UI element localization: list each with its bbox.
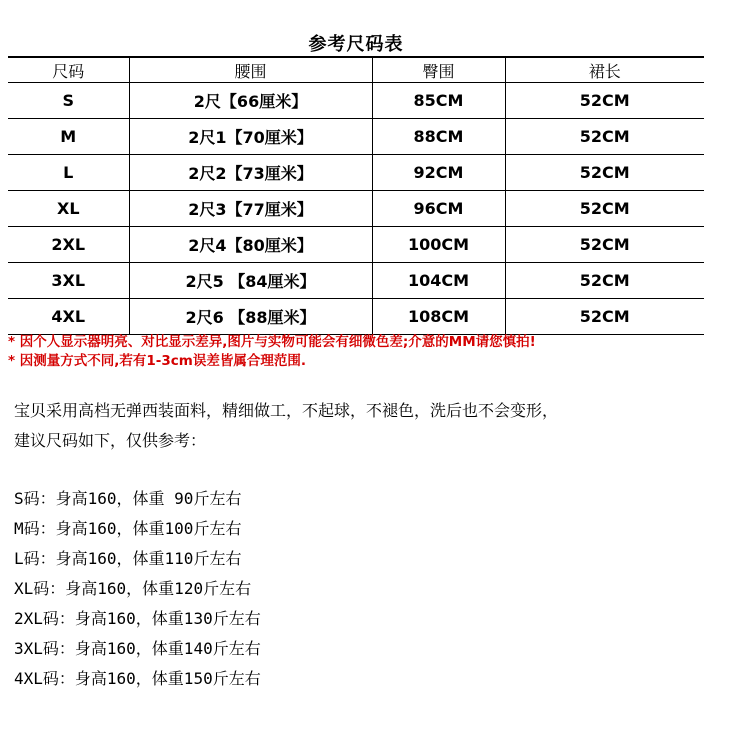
list-item (14, 634, 414, 664)
list-item (14, 544, 414, 574)
table-row (8, 119, 704, 155)
hip-cell: 100CM (372, 227, 505, 263)
size-label: S码： (14, 489, 56, 508)
color-difference-note: * 因个人显示器明亮、对比显示差异,图片与实物可能会有细微色差;介意的MM请您慎拍! (8, 334, 536, 350)
size-table (8, 56, 704, 335)
length-cell: 52CM (505, 83, 704, 119)
length-cell: 52CM (505, 299, 704, 335)
size-cell: S (8, 83, 129, 119)
waist-cell: 2尺【66厘米】 (129, 83, 372, 119)
size-recommendation-list (14, 484, 414, 694)
size-cell: L (8, 155, 129, 191)
size-info: 身高160，体重150斤左右 (74, 669, 261, 688)
size-cell: 4XL (8, 299, 129, 335)
size-info: 身高160，体重130斤左右 (74, 609, 261, 628)
description-line: 建议尺码如下，仅供参考： (14, 431, 207, 450)
hip-cell: 108CM (372, 299, 505, 335)
measurement-error-note: * 因测量方式不同,若有1-3cm误差皆属合理范围. (8, 353, 306, 369)
table-row (8, 155, 704, 191)
size-cell: M (8, 119, 129, 155)
table-header-row (8, 57, 704, 83)
length-cell: 52CM (505, 227, 704, 263)
size-info: 身高160，体重 90斤左右 (55, 489, 242, 508)
column-header-waist: 腰围 (129, 57, 372, 83)
size-cell: XL (8, 191, 129, 227)
list-item (14, 574, 414, 604)
size-info: 身高160，体重100斤左右 (55, 519, 242, 538)
hip-cell: 88CM (372, 119, 505, 155)
description-line: 宝贝采用高档无弹西装面料，精细做工，不起球，不褪色，洗后也不会变形， (14, 401, 559, 420)
waist-cell: 2尺5 【84厘米】 (129, 263, 372, 299)
size-label: 4XL码： (14, 669, 75, 688)
column-header-size: 尺码 (8, 57, 129, 83)
hip-cell: 92CM (372, 155, 505, 191)
length-cell: 52CM (505, 263, 704, 299)
size-label: L码： (14, 549, 56, 568)
size-label: 3XL码： (14, 639, 75, 658)
size-cell: 3XL (8, 263, 129, 299)
table-row (8, 191, 704, 227)
size-label: XL码： (14, 579, 66, 598)
waist-cell: 2尺3【77厘米】 (129, 191, 372, 227)
table-row (8, 263, 704, 299)
size-info: 身高160，体重140斤左右 (74, 639, 261, 658)
waist-cell: 2尺1【70厘米】 (129, 119, 372, 155)
size-label: M码： (14, 519, 56, 538)
waist-cell: 2尺6 【88厘米】 (129, 299, 372, 335)
product-description (14, 396, 734, 456)
column-header-skirt-length: 裙长 (505, 57, 704, 83)
length-cell: 52CM (505, 155, 704, 191)
size-info: 身高160，体重110斤左右 (55, 549, 242, 568)
waist-cell: 2尺2【73厘米】 (129, 155, 372, 191)
list-item (14, 484, 414, 514)
size-chart-title: 参考尺码表 (308, 34, 404, 55)
hip-cell: 96CM (372, 191, 505, 227)
column-header-hip: 臀围 (372, 57, 505, 83)
waist-cell: 2尺4【80厘米】 (129, 227, 372, 263)
disclaimer-notes (8, 333, 708, 371)
length-cell: 52CM (505, 191, 704, 227)
size-info: 身高160，体重120斤左右 (65, 579, 252, 598)
list-item (14, 604, 414, 634)
table-row (8, 83, 704, 119)
hip-cell: 104CM (372, 263, 505, 299)
table-row (8, 227, 704, 263)
list-item (14, 664, 414, 694)
hip-cell: 85CM (372, 83, 505, 119)
size-cell: 2XL (8, 227, 129, 263)
list-item (14, 514, 414, 544)
length-cell: 52CM (505, 119, 704, 155)
size-label: 2XL码： (14, 609, 75, 628)
table-row (8, 299, 704, 335)
